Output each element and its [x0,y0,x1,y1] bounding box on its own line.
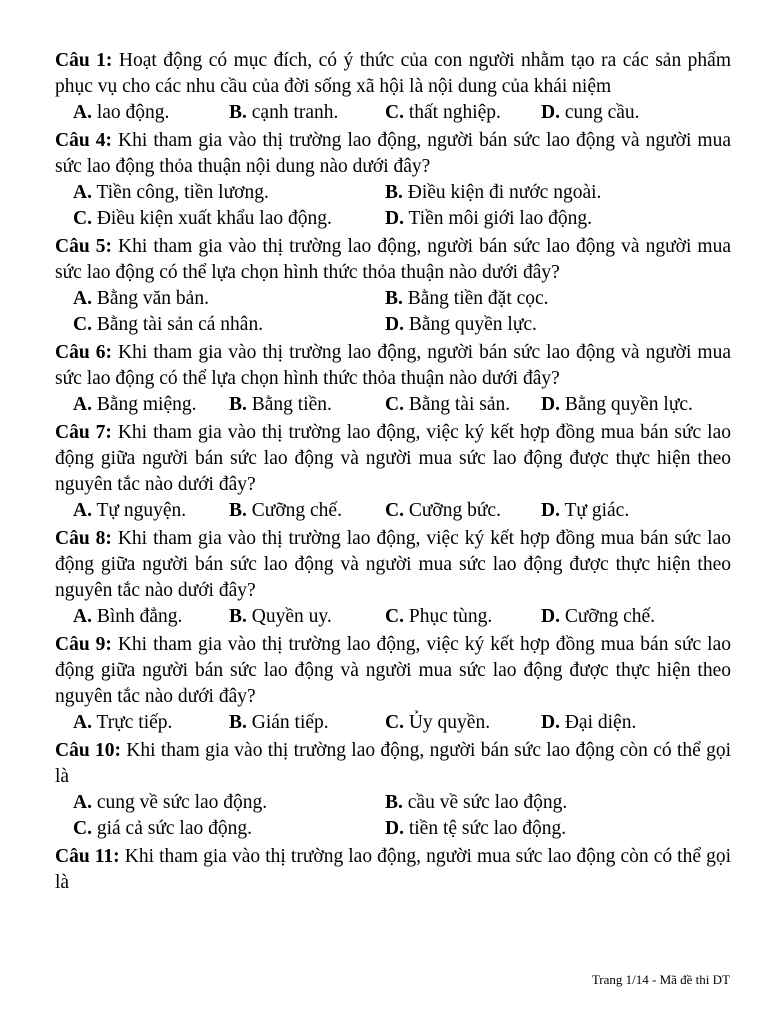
answer-options [55,710,731,736]
option-label: D. [385,208,404,229]
question-text: Khi tham gia vào thị trường lao động, người bán sức lao động và người mua sức lao động có thể lựa chọn hình thức thỏa thuận nào dưới đây? [55,236,731,283]
question-text: Khi tham gia vào thị trường lao động, việc ký kết hợp đồng mua bán sức lao động giữa người bán sức lao động và người mua sức lao động được thực hiện theo nguyên tắc nào dưới đây? [55,528,731,601]
option-text: thất nghiệp. [403,102,501,123]
answer-option [73,286,385,312]
option-label: D. [385,314,404,335]
answer-option [73,392,229,418]
answer-option [541,392,731,418]
question-list [55,48,731,898]
option-text: Ủy quyền. [403,712,491,733]
question-stem [55,234,731,286]
answer-options [55,604,731,630]
answer-option [385,392,541,418]
option-label: B. [229,606,247,627]
option-text: Điều kiện đi nước ngoài. [402,182,602,203]
option-label: C. [385,102,404,123]
question-number: Câu 5: [55,236,112,257]
answer-option [229,710,385,736]
answer-option [385,710,541,736]
answer-option [73,604,229,630]
option-label: C. [385,500,404,521]
option-text: Tiền công, tiền lương. [91,182,269,203]
option-label: A. [73,102,92,123]
question-block [55,128,731,232]
option-label: C. [385,394,404,415]
question-text: Khi tham gia vào thị trường lao động, người bán sức lao động và người mua sức lao động có thể lựa chọn hình thức thỏa thuận nào dưới đây? [55,342,731,389]
question-stem [55,738,731,790]
option-text: Bằng tài sản. [403,394,511,415]
question-number: Câu 1: [55,50,113,71]
answer-option [385,816,731,842]
option-label: A. [73,712,92,733]
answer-option [385,206,731,232]
question-number: Câu 8: [55,528,112,549]
option-label: A. [73,182,92,203]
question-text: Khi tham gia vào thị trường lao động, người bán sức lao động và người mua sức lao động thỏa thuận nội dung nào dưới đây? [55,130,731,177]
answer-option [229,392,385,418]
option-label: C. [73,208,92,229]
question-block [55,48,731,126]
option-text: Bằng tài sản cá nhân. [91,314,264,335]
option-text: Bình đẳng. [91,606,183,627]
answer-options [55,100,731,126]
answer-option [73,710,229,736]
option-text: Trực tiếp. [91,712,173,733]
option-text: Đại diện. [559,712,637,733]
answer-options [55,790,731,842]
answer-option [385,312,731,338]
option-text: Tự giác. [559,500,630,521]
question-text: Khi tham gia vào thị trường lao động, việc ký kết hợp đồng mua bán sức lao động giữa người bán sức lao động và người mua sức lao động được thực hiện theo nguyên tắc nào dưới đây? [55,422,731,495]
option-text: Phục tùng. [403,606,493,627]
option-text: Tự nguyện. [91,500,187,521]
option-label: D. [541,102,560,123]
answer-option [73,206,385,232]
answer-options [55,392,731,418]
question-block [55,526,731,630]
question-block [55,340,731,418]
answer-option [541,710,731,736]
option-text: Gián tiếp. [246,712,329,733]
answer-option [73,816,385,842]
option-label: C. [73,314,92,335]
answer-options [55,498,731,524]
answer-option [541,498,731,524]
answer-option [541,604,731,630]
question-number: Câu 9: [55,634,112,655]
option-text: Bằng văn bản. [91,288,209,309]
option-text: Cưỡng chế. [559,606,656,627]
option-label: D. [541,500,560,521]
answer-option [73,312,385,338]
option-label: C. [385,606,404,627]
question-text: Khi tham gia vào thị trường lao động, việc ký kết hợp đồng mua bán sức lao động giữa người bán sức lao động và người mua sức lao động được thực hiện theo nguyên tắc nào dưới đây? [55,634,731,707]
option-text: Cưỡng chế. [246,500,342,521]
question-block [55,632,731,736]
page-footer: Trang 1/14 - Mã đề thi DT [591,972,730,987]
question-number: Câu 10: [55,740,121,761]
answer-options [55,286,731,338]
answer-option [73,790,385,816]
answer-option [73,100,229,126]
question-stem [55,526,731,604]
option-text: Quyền uy. [246,606,332,627]
option-label: B. [385,182,403,203]
question-stem [55,340,731,392]
option-text: Bằng tiền. [246,394,332,415]
answer-option [229,100,385,126]
question-block [55,738,731,842]
question-text: Khi tham gia vào thị trường lao động, người bán sức lao động còn có thể gọi là [55,740,731,787]
question-text: Hoạt động có mục đích, có ý thức của con người nhằm tạo ra các sản phẩm phục vụ cho các nhu cầu của đời sống xã hội là nội dung của khái niệm [55,50,732,97]
option-text: cung cầu. [559,102,640,123]
option-text: cạnh tranh. [246,102,339,123]
answer-option [229,498,385,524]
question-text: Khi tham gia vào thị trường lao động, người mua sức lao động còn có thể gọi là [55,846,731,893]
option-label: A. [73,606,92,627]
option-label: B. [229,394,247,415]
answer-option [229,604,385,630]
option-text: lao động. [91,102,170,123]
option-label: B. [385,288,403,309]
question-number: Câu 6: [55,342,112,363]
answer-option [73,498,229,524]
option-label: B. [229,102,247,123]
question-stem [55,844,731,896]
option-label: D. [385,818,404,839]
option-label: A. [73,792,92,813]
option-label: C. [385,712,404,733]
option-text: Bằng miệng. [91,394,197,415]
question-stem [55,420,731,498]
option-text: tiền tệ sức lao động. [403,818,567,839]
option-text: Tiền môi giới lao động. [403,208,592,229]
question-number: Câu 11: [55,846,120,867]
answer-option [541,100,731,126]
option-label: D. [541,394,560,415]
question-stem [55,48,731,100]
option-label: D. [541,712,560,733]
option-label: A. [73,288,92,309]
question-block [55,234,731,338]
answer-option [385,180,731,206]
option-text: Bằng quyền lực. [403,314,537,335]
answer-option [73,180,385,206]
option-text: giá cả sức lao động. [91,818,252,839]
question-stem [55,128,731,180]
option-label: B. [229,712,247,733]
option-text: Bằng quyền lực. [559,394,693,415]
answer-option [385,604,541,630]
option-text: cung về sức lao động. [91,792,268,813]
option-text: Điều kiện xuất khẩu lao động. [91,208,332,229]
answer-option [385,100,541,126]
answer-option [385,790,731,816]
answer-option [385,498,541,524]
question-number: Câu 4: [55,130,112,151]
option-text: Bằng tiền đặt cọc. [402,288,549,309]
question-block [55,420,731,524]
option-label: B. [229,500,247,521]
option-text: cầu về sức lao động. [402,792,568,813]
answer-option [385,286,731,312]
question-stem [55,632,731,710]
option-label: A. [73,394,92,415]
option-label: B. [385,792,403,813]
answer-options [55,180,731,232]
option-text: Cưỡng bức. [403,500,501,521]
option-label: C. [73,818,92,839]
question-block [55,844,731,896]
question-number: Câu 7: [55,422,112,443]
option-label: A. [73,500,92,521]
option-label: D. [541,606,560,627]
